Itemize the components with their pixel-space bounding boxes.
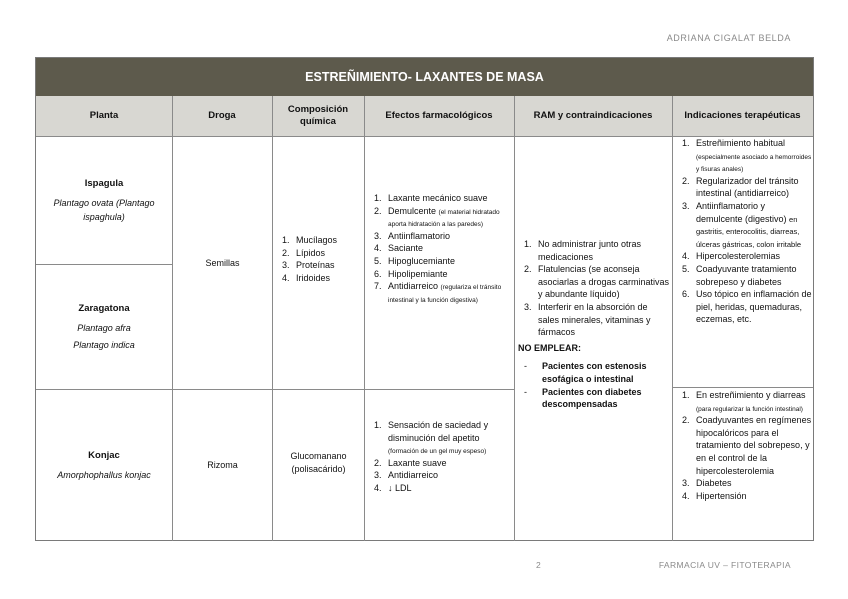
plant-scientific-name: Plantago afra [77,323,131,334]
indicaciones-list [676,137,812,326]
efectos-cell-konjac [368,419,512,495]
list-item: 4. Hipercolesterolemias [692,250,812,263]
list-item: 7. Antidiarreico (regulariza el tránsito intestinal y la función digestiva) [384,280,512,305]
droga-value: Rizoma [207,460,238,471]
composicion-cell-plantago [276,234,362,284]
list-item: - Pacientes con diabetes descompensadas [524,386,670,411]
composicion-list [276,234,362,284]
list-item: 2. Coadyuvantes en regímenes hipocalóricos para el tratamiento del sobrepeso, y en el control de la hipercolesterolemia [692,414,812,477]
list-item: 5. Hipoglucemiante [384,255,512,268]
plant-scientific-name: Amorphophallus konjac [57,469,151,480]
composicion-value: Glucomanano (polisacárido) [290,451,347,474]
list-item: 2. Laxante suave [384,457,512,470]
column-header-droga: Droga [208,110,236,122]
list-item: 5. Coadyuvante tratamiento sobrepeso y diabetes [692,263,812,288]
laxantes-table [35,57,814,541]
table-title: ESTREÑIMIENTO- LAXANTES DE MASA [36,58,813,96]
efectos-list [368,192,512,305]
list-item: 2. Regularizador del tránsito intestinal (antidiarreico) [692,175,812,200]
indicaciones-cell-plantago [676,137,812,326]
plant-name: Ispagula [84,177,124,189]
no-emplear-label: NO EMPLEAR: [518,342,581,353]
efectos-cell-plantago [368,192,512,305]
column-header-planta: Planta [89,110,119,122]
list-item: 1. En estreñimiento y diarreas (para regularizar la función intestinal) [692,389,812,414]
row-divider [672,387,813,388]
plant-scientific-name-alt: Plantago indica [73,339,135,350]
composicion-cell-konjac [273,390,364,541]
list-item: - Pacientes con estenosis esofágica o intestinal [524,360,670,385]
plant-scientific-name: Plantago ovata (Plantago ispaghula) [53,198,155,222]
plant-cell-ispagula [36,137,172,264]
list-item: 4. Saciante [384,242,512,255]
list-item: 4. Iridoides [292,272,362,285]
droga-cell-plantago [173,137,272,389]
ram-cell [518,238,670,411]
column-divider [514,96,515,541]
column-header-row [36,96,813,136]
plant-cell-zaragatona [36,265,172,389]
list-item: 3. Interferir en la absorción de sales minerales, vitaminas y fármacos [534,301,670,339]
list-item: 3. Antiinflamatorio [384,230,512,243]
page-number: 2 [536,560,541,570]
no-emplear-list [518,360,670,410]
list-item: 3. Diabetes [692,477,812,490]
list-item: 3. Proteínas [292,259,362,272]
list-item: 1. Sensación de saciedad y disminución del apetito (formación de un gel muy espeso) [384,419,512,457]
column-header-ram: RAM y contraindicaciones [533,110,653,122]
list-item: 4. ↓ LDL [384,482,512,495]
list-item: 3. Antidiarreico [384,469,512,482]
column-header-composicion: Composición química [287,104,349,127]
plant-cell-konjac [36,390,172,541]
list-item: 6. Hipolipemiante [384,268,512,281]
column-divider [672,96,673,541]
list-item: 2. Flatulencias (se aconseja asociarlas a drogas carminativas y abundante líquido) [534,263,670,301]
plant-name: Zaragatona [78,302,130,314]
list-item: 3. Antiinflamatorio y demulcente (digestivo) en gastritis, enterocolitis, diarreas, úlceras gástricas, colon irritable [692,200,812,250]
indicaciones-cell-konjac [676,389,812,502]
indicaciones-list [676,389,812,502]
ram-list [518,238,670,339]
list-item: 1. Estreñimiento habitual (especialmente asociado a hemorroides y fisuras anales) [692,137,812,175]
list-item: 1. Mucílagos [292,234,362,247]
list-item: 1. Laxante mecánico suave [384,192,512,205]
droga-cell-konjac [173,390,272,541]
column-header-efectos: Efectos farmacológicos [385,110,493,122]
list-item: 2. Demulcente (el material hidratado aporta hidratación a las paredes) [384,205,512,230]
efectos-list [368,419,512,495]
list-item: 6. Uso tópico en inflamación de piel, heridas, quemaduras, eczemas, etc. [692,288,812,326]
droga-value: Semillas [205,257,240,268]
column-header-indicaciones: Indicaciones terapéuticas [684,110,801,122]
list-item: 2. Lípidos [292,247,362,260]
footer-course: FARMACIA UV – FITOTERAPIA [658,560,791,570]
list-item: 1. No administrar junto otras medicaciones [534,238,670,263]
author-header: ADRIANA CIGALAT BELDA [666,33,791,43]
plant-name: Konjac [88,449,120,461]
list-item: 4. Hipertensión [692,490,812,503]
column-divider [364,96,365,541]
